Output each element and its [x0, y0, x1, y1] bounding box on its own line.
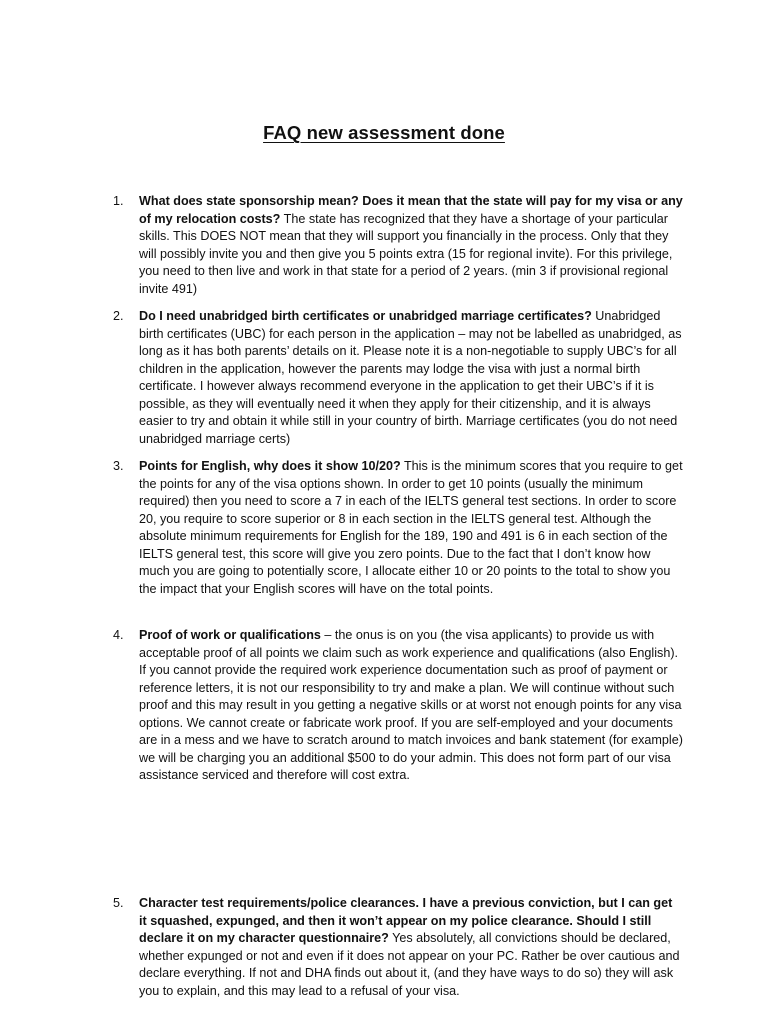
faq-answer: The state has recognized that they have a shortage of your particular skills. This DOES NOT mean that they will support you financially in the process. Only that they will possibly invite you and then give you 5 points extra (15 for regional invite). For this privilege, you need to then live and work in that state for a period of 2 years. (min 3 if provisional regional invite 491)	[139, 211, 673, 296]
faq-answer: – the onus is on you (the visa applicants) to provide us with acceptable proof of all points we claim such as work experience and qualifications (also English). If you cannot provide the required work experience documentation such as proof of payment or reference letters, it is not our responsibility to try and make a plan. We will continue without such proof and this may result in you getting a negative skills or at worst not enough points for any visa options. We cannot create or fabricate work proof. If you are self-employed and your documents are in a mess and we have to scratch around to match invoices and bank statement (for example) we will be charging you an additional $500 to do your admin. This does not form part of our visa assistance serviced and therefore will cost extra.	[139, 628, 683, 782]
faq-answer: Unabridged birth certificates (UBC) for each person in the application – may not be labelled as unabridged, as long as it has both parents’ details on it. Please note it is a non-negotiable to supply UBC’s for all children in the application, however the parents may lodge the visa with just a normal birth certificate. I however always recommend everyone in the application to get their UBC’s if it is possible, as they will eventually need it when they apply for their citizenship, and it is always easier to try and obtain it while still in your country of birth. Marriage certificates (you do not need unabridged marriage certs)	[139, 309, 682, 446]
faq-item-number: 2.	[113, 309, 124, 323]
faq-item-body	[139, 193, 683, 298]
faq-item-number: 1.	[113, 194, 124, 208]
faq-item	[113, 308, 683, 448]
faq-item-body	[139, 895, 683, 1000]
faq-item	[113, 458, 683, 598]
faq-item-body	[139, 627, 683, 785]
faq-question: Character test requirements/police clearances. I have a previous conviction, but I can get it squashed, expunged, and then it won’t appear on my police clearance. Should I still declare it on my character questionnaire?	[139, 896, 673, 945]
faq-answer: This is the minimum scores that you require to get the points for any of the visa options shown. In order to get 10 points (usually the minimum required) then you need to score a 7 in each of the IELTS general test sections. In order to score 20, you require to score superior or 8 in each section in the IELTS general test. Although the absolute minimum requirements for English for the 189, 190 and 491 is 6 in each section of the IELTS general test, this score will give you zero points. Due to the fact that I don’t know how much you are going to potentially score, I allocate either 10 or 20 points to the total to show you the impact that your English scores will have on the total points.	[139, 459, 683, 596]
faq-item	[113, 895, 683, 1000]
faq-question: What does state sponsorship mean? Does it mean that the state will pay for my visa or any of my relocation costs?	[139, 194, 683, 226]
faq-question: Proof of work or qualifications	[139, 628, 321, 642]
faq-item-body	[139, 458, 683, 598]
faq-item-number: 5.	[113, 896, 124, 910]
faq-item-number: 4.	[113, 628, 124, 642]
faq-answer: Yes absolutely, all convictions should be declared, whether expunged or not and even if it does not appear on your PC. Rather be over cautious and declare everything. If not and DHA finds out about it, (and they have ways to do so) they will ask you to explain, and this may lead to a refusal of your visa.	[139, 931, 680, 998]
faq-question: Points for English, why does it show 10/20?	[139, 459, 401, 473]
document-title: FAQ new assessment done	[263, 122, 505, 143]
faq-item	[113, 627, 683, 785]
faq-question: Do I need unabridged birth certificates or unabridged marriage certificates?	[139, 309, 592, 323]
faq-item-number: 3.	[113, 459, 124, 473]
faq-item	[113, 193, 683, 298]
faq-item-body	[139, 308, 683, 448]
